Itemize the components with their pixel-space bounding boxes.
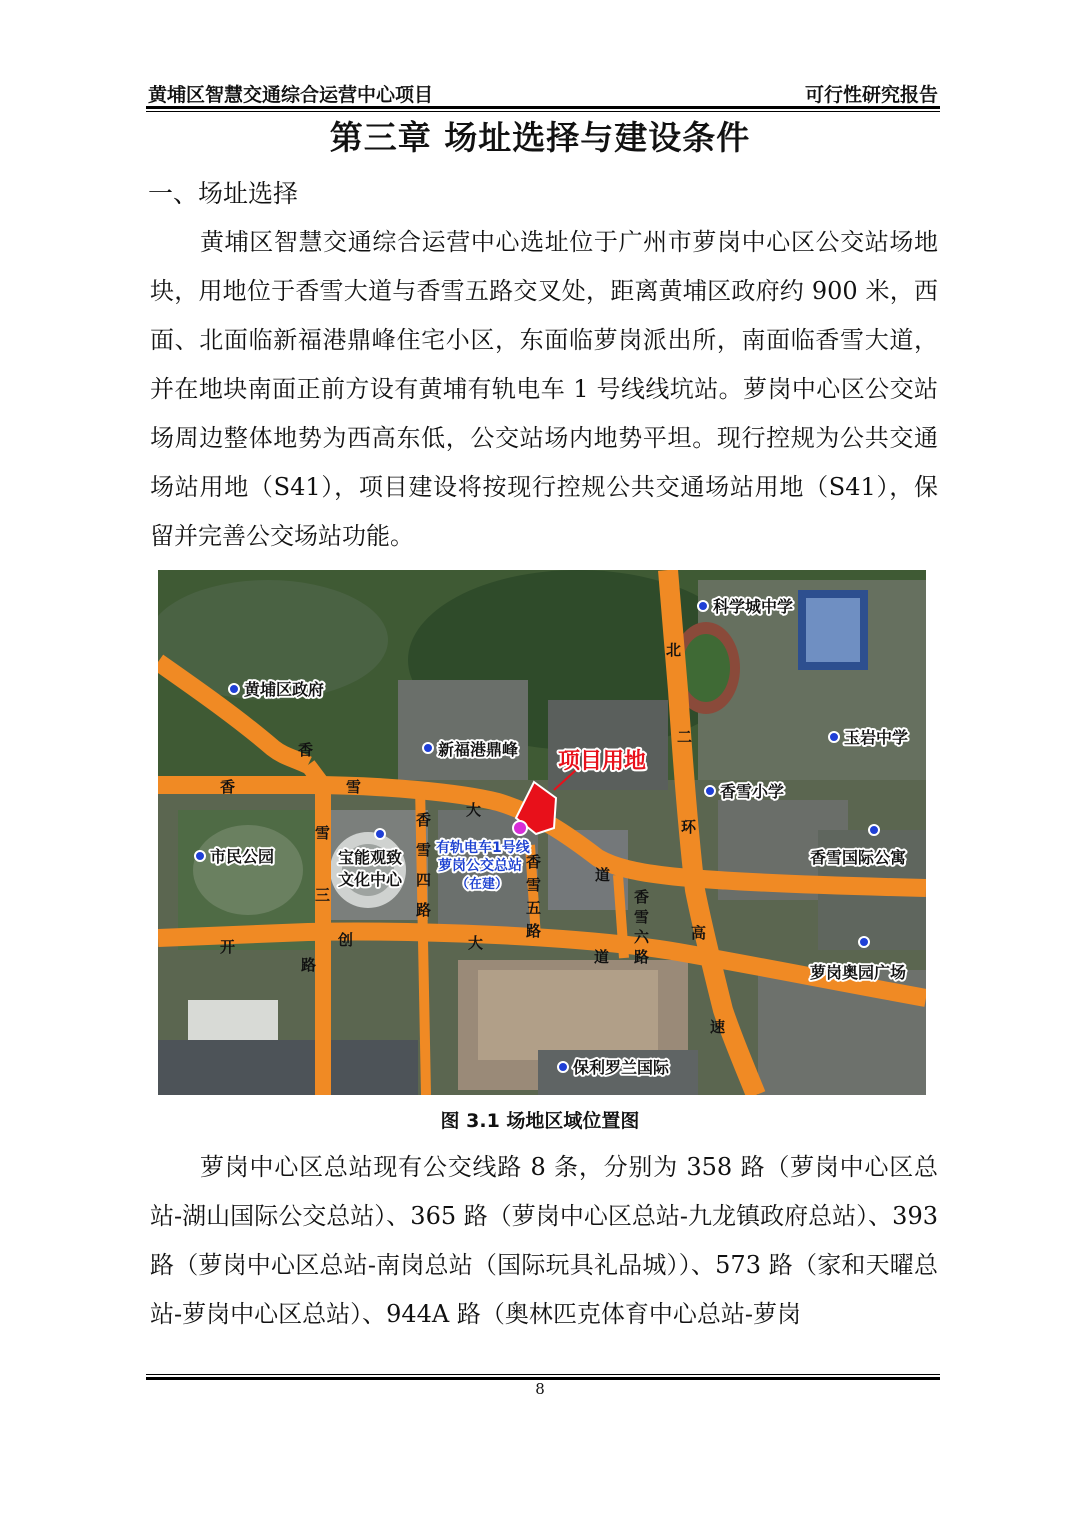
road-label-kaichuang-3: 大 [468, 934, 484, 952]
page-header [148, 78, 938, 106]
road-label-xiangxue-ave-4: 道 [595, 866, 611, 884]
poi-label-xiangxue-primary: 香雪小学 [720, 782, 785, 801]
road-label-kaichuang-2: 创 [338, 931, 354, 949]
road-label-5th-2: 雪 [526, 876, 542, 894]
road-label-4th-3: 四 [416, 871, 432, 889]
poi-label-citizen-park: 市民公园 [210, 847, 275, 866]
body-paragraph-1: 黄埔区智慧交通综合运营中心选址位于广州市萝岗中心区公交站场地块，用地位于香雪大道与香雪五路交叉处，距离黄埔区政府约 900 米，西面、北面临新福港鼎峰住宅小区，东面临萝岗派出所，南面临香雪大道，并在地块南面正前方设有黄埔有轨电车 1 号线线坑站。萝岗中心区公交站场周边整体地势为西高东低，公交站场内地势平坦。现行控规为公共交通场站用地（S41），项目建设将按现行控规公共交通场站用地（S41），保留并完善公交场站功能。 [150, 228, 938, 550]
road-label-ring-3: 环 [681, 818, 697, 836]
road-label-4th-4: 路 [416, 901, 432, 919]
project-site-label: 项目用地 [558, 749, 647, 774]
tram-label-station: 萝岗公交总站 [438, 858, 522, 874]
poi-marker-xinfugang [423, 743, 433, 753]
poi-label-plaza: 萝岗奥园广场 [810, 963, 907, 982]
poi-marker-citizen-park [195, 851, 205, 861]
road-label-ring-2: 二 [677, 728, 693, 746]
road-label-5th-1: 香 [526, 853, 542, 871]
poi-label-baoneng-1: 宝能观致 [338, 848, 403, 867]
poi-marker-kexuecheng [698, 601, 708, 611]
poi-marker-baoneng [375, 829, 385, 839]
road-label-3rd-2: 三 [315, 886, 331, 904]
poi-marker-xiangxue-primary [705, 786, 715, 796]
road-label-xiang: 香 [298, 741, 314, 759]
poi-marker-apartment [869, 825, 879, 835]
road-label-5th-3: 五 [526, 899, 542, 917]
road-label-6th-4: 路 [634, 948, 650, 966]
road-label-kaichuang-4: 道 [594, 948, 610, 966]
road-label-3rd-3: 路 [301, 956, 317, 974]
header-report-type: 可行性研究报告 [804, 84, 938, 106]
header-project-title: 黄埔区智慧交通综合运营中心项目 [148, 84, 434, 106]
poi-label-xinfugang: 新福港鼎峰 [438, 740, 519, 759]
poi-marker-gov [229, 684, 239, 694]
road-label-6th-2: 雪 [634, 908, 650, 926]
road-label-xiangxue-ave-2: 雪 [346, 778, 362, 796]
road-label-4th-1: 香 [416, 811, 432, 829]
poi-label-yuyan: 玉岩中学 [844, 728, 909, 747]
road-label-ring-1: 北 [666, 641, 682, 659]
road-label-5th-4: 路 [526, 922, 542, 940]
poi-marker-yuyan [829, 732, 839, 742]
poi-label-apartment: 香雪国际公寓 [810, 848, 907, 867]
page-number: 8 [535, 1380, 545, 1398]
poi-label-poly: 保利罗兰国际 [573, 1058, 670, 1077]
tram-station-marker [513, 821, 527, 835]
tram-label-status: （在建） [456, 877, 509, 892]
poi-label-huangpu-gov: 黄埔区政府 [244, 680, 325, 699]
road-label-6th-1: 香 [634, 888, 650, 906]
road-label-ring-5: 速 [710, 1018, 726, 1036]
poi-marker-poly [558, 1062, 568, 1072]
poi-label-baoneng-2: 文化中心 [338, 870, 403, 889]
poi-label-kexuecheng: 科学城中学 [713, 597, 794, 616]
road-label-ring-4: 高 [691, 924, 707, 942]
road-label-4th-2: 雪 [416, 841, 432, 859]
chapter-title: 第三章 场址选择与建设条件 [329, 118, 751, 157]
road-label-xiangxue-ave-3: 大 [466, 801, 482, 819]
section-title: 一、场址选择 [148, 179, 299, 208]
site-location-map [158, 570, 926, 1095]
road-label-xiangxue-ave-1: 香 [220, 778, 236, 796]
tram-label-line: 有轨电车1号线 [436, 840, 530, 856]
road-label-3rd-1: 雪 [315, 824, 331, 842]
road-label-kaichuang-1: 开 [220, 938, 236, 956]
figure-caption: 图 3.1 场地区域位置图 [440, 1110, 640, 1132]
poi-marker-plaza [859, 937, 869, 947]
body-paragraph-2: 萝岗中心区总站现有公交线路 8 条，分别为 358 路（萝岗中心区总站-湖山国际公交总站）、365 路（萝岗中心区总站-九龙镇政府总站）、393 路（萝岗中心区总站-南岗总站（国际玩具礼品城））、573 路（家和天曜总站-萝岗中心区总站）、944A 路（奥林匹克体育中心总站-萝岗 [150, 1153, 938, 1328]
road-label-6th-3: 六 [634, 928, 650, 946]
